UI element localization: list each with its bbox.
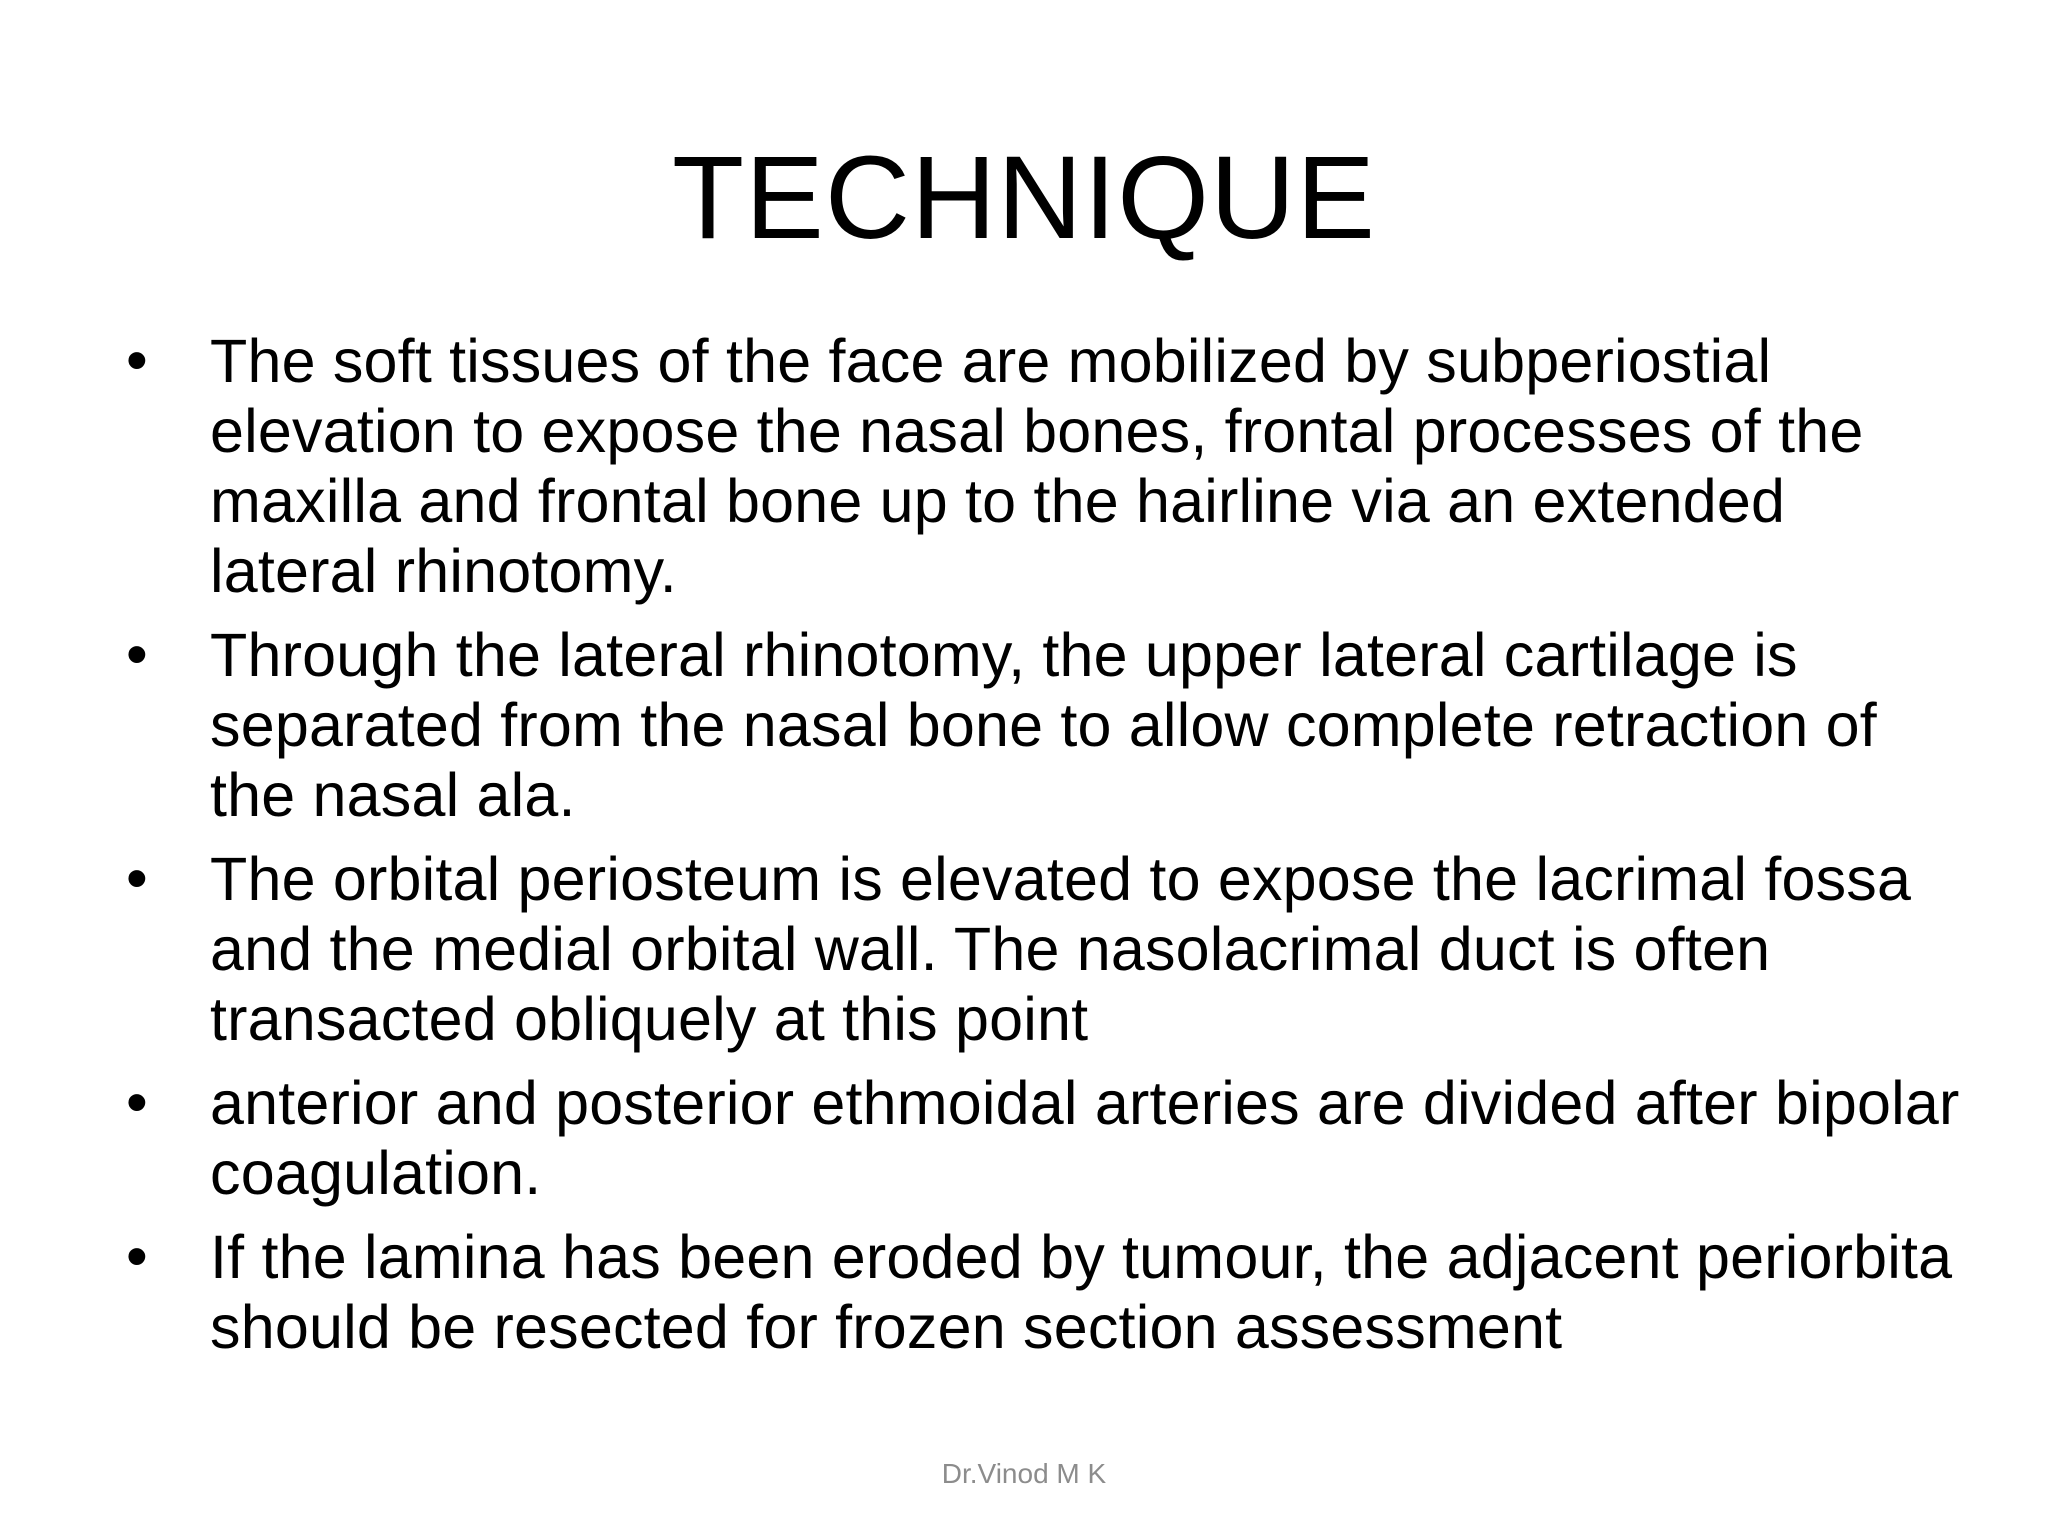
slide-title: TECHNIQUE: [672, 132, 1376, 264]
slide-footer-author: Dr.Vinod M K: [941, 1458, 1107, 1489]
bullet-icon: •: [126, 1222, 148, 1291]
bullet-icon: •: [126, 620, 148, 689]
bullet-text: The orbital periosteum is elevated to expose the lacrimal fossa and the medial orbital wall. The nasolacrimal duct is often transacted obliquely at this point: [210, 845, 1912, 1053]
bullet-item: [118, 1222, 1968, 1362]
bullet-list: [118, 326, 1968, 1376]
bullet-text: If the lamina has been eroded by tumour, the adjacent periorbita should be resected for frozen section assessment: [210, 1223, 1953, 1361]
bullet-text: The soft tissues of the face are mobilized by subperiostial elevation to expose the nasal bones, frontal processes of the maxilla and frontal bone up to the hairline via an extended lateral rhinotomy.: [210, 327, 1864, 605]
bullet-item: [118, 326, 1968, 606]
bullet-icon: •: [126, 1068, 148, 1137]
bullet-icon: •: [126, 326, 148, 395]
bullet-item: [118, 1068, 1968, 1208]
bullet-text: Through the lateral rhinotomy, the upper lateral cartilage is separated from the nasal bone to allow complete retraction of the nasal ala.: [210, 621, 1877, 829]
bullet-item: [118, 844, 1968, 1054]
bullet-text: anterior and posterior ethmoidal arteries are divided after bipolar coagulation.: [210, 1069, 1960, 1207]
bullet-icon: •: [126, 844, 148, 913]
bullet-item: [118, 620, 1968, 830]
